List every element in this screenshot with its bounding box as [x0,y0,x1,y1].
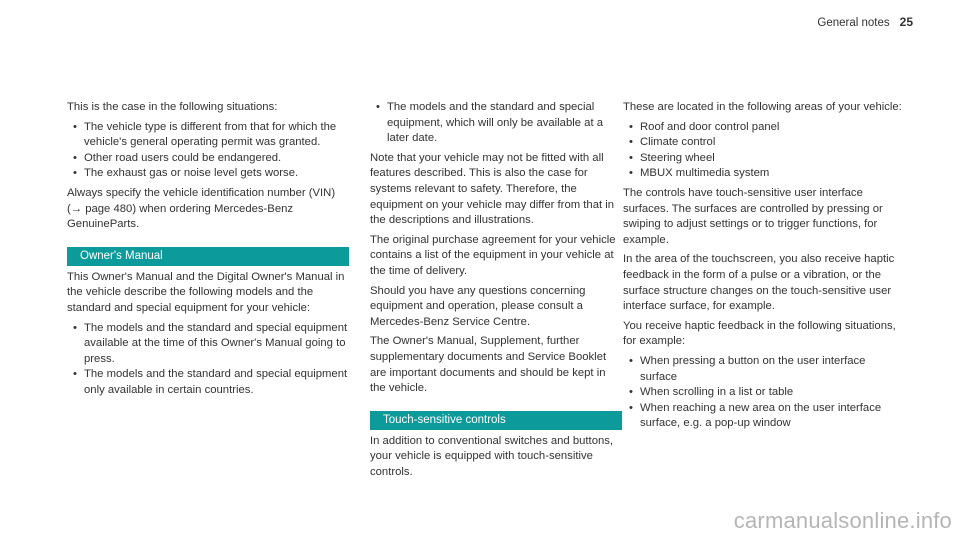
list-item: • Other road users could be endangered. [67,151,349,167]
owners-paragraph: This Owner's Manual and the Digital Owner's Manual in the vehicle describe the following models and the standard and special equipment for your vehicle: [67,270,345,314]
list-item: • Steering wheel [623,151,903,167]
column-middle [370,100,622,484]
models-list-continued [370,100,622,147]
list-item: • The vehicle type is different from that for which the vehicle's general operating permit was granted. [67,120,349,151]
page-number: 25 [899,15,913,29]
models-list [67,321,349,399]
section-title: General notes [817,17,890,29]
paragraph: These are located in the following areas of your vehicle: [623,101,902,113]
list-item: • Roof and door control panel [623,120,903,136]
paragraph: The controls have touch-sensitive user interface surfaces. The surfaces are controlled by pressing or swiping to adjust settings or to trigger functions, for example. [623,186,883,246]
paragraph: The Owner's Manual, Supplement, further supplementary documents and Service Booklet are important documents and should be kept in the vehicle. [370,335,607,395]
column-left [67,100,349,403]
list-item: • Climate control [623,135,903,151]
list-item: • The models and the standard and special equipment only available in certain countries. [67,367,349,398]
intro-text: This is the case in the following situations: [67,101,278,113]
section-heading-owners-manual: Owner's Manual [67,247,349,266]
list-item: • The exhaust gas or noise level gets worse. [67,166,349,182]
page-header [817,15,913,32]
watermark-link[interactable]: carmanualsonline.info [733,508,952,533]
haptic-situations-list [623,354,903,432]
list-item: • The models and the standard and special equipment available at the time of this Owner's Manual going to press. [67,321,349,368]
list-item: • The models and the standard and special equipment, which will only be available at a later date. [370,100,622,147]
vin-paragraph: Always specify the vehicle identification number (VIN) (→ page 480) when ordering Mercedes-Benz GenuineParts. [67,186,336,231]
touch-paragraph: In addition to conventional switches and buttons, your vehicle is equipped with touch-sensitive controls. [370,434,614,478]
paragraph: Note that your vehicle may not be fitted with all features described. This is also the case for systems relevant to safety. Therefore, the equipment on your vehicle may differ from that in the descriptions and illustrations. [370,151,615,227]
paragraph: In the area of the touchscreen, you also receive haptic feedback in the form of a pulse or a vibration, or the surface structure changes on the touch-sensitive user interface surface, for example. [623,253,895,313]
paragraph: The original purchase agreement for your vehicle contains a list of the equipment in your vehicle at the time of delivery. [370,233,616,277]
list-item: • When scrolling in a list or table [623,385,903,401]
paragraph: You receive haptic feedback in the following situations, for example: [623,319,896,348]
situations-list [67,120,349,182]
list-item: • When pressing a button on the user interface surface [623,354,903,385]
column-right [623,100,903,436]
list-item: • When reaching a new area on the user interface surface, e.g. a pop-up window [623,401,903,432]
section-heading-touch-controls: Touch-sensitive controls [370,411,622,430]
areas-list [623,120,903,182]
paragraph: Should you have any questions concerning equipment and operation, please consult a Mercedes-Benz Service Centre. [370,284,586,328]
list-item: • MBUX multimedia system [623,166,903,182]
